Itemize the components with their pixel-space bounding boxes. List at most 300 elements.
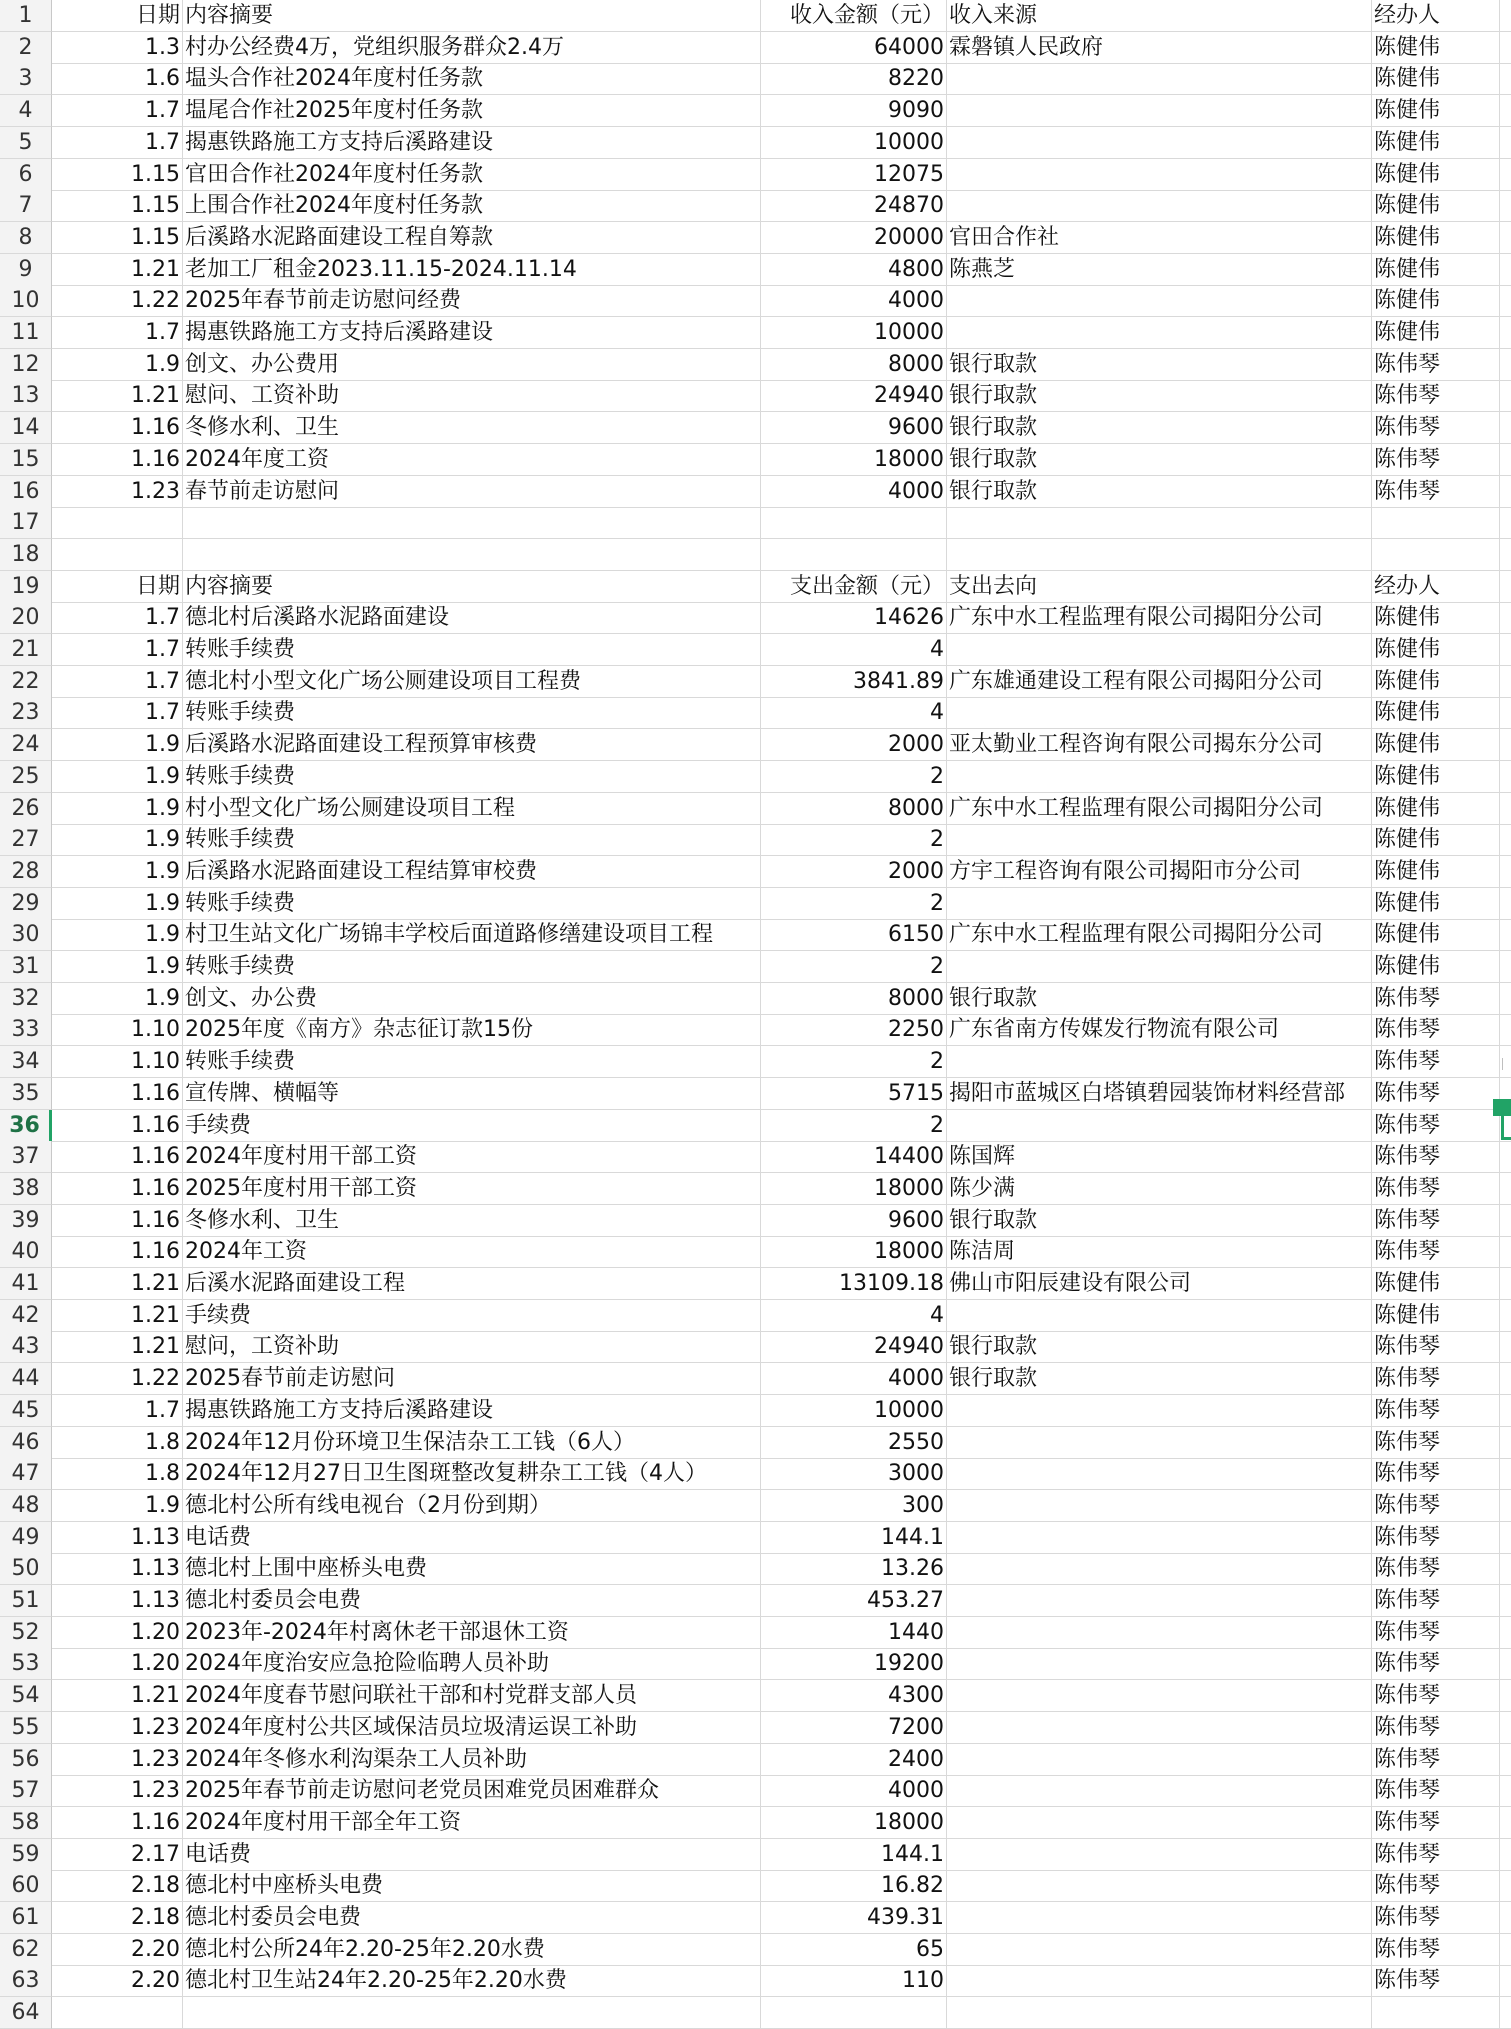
handler-cell[interactable]: 陈伟琴 [1372, 1648, 1500, 1680]
handler-cell[interactable]: 陈伟琴 [1372, 349, 1500, 381]
description-cell[interactable]: 2024年12月27日卫生图斑整改复耕杂工工钱（4人） [183, 1458, 761, 1490]
amount-cell[interactable]: 18000 [761, 1236, 947, 1268]
handler-cell[interactable]: 陈伟琴 [1372, 444, 1500, 476]
description-cell[interactable]: 德北村中座桥头电费 [183, 1870, 761, 1902]
handler-cell[interactable]: 陈伟琴 [1372, 380, 1500, 412]
party-cell[interactable]: 广东中水工程监理有限公司揭阳分公司 [947, 793, 1372, 825]
description-cell[interactable]: 2025年度《南方》杂志征订款15份 [183, 1014, 761, 1046]
empty-cell[interactable] [1500, 285, 1511, 317]
party-cell[interactable] [947, 285, 1372, 317]
date-cell[interactable]: 日期 [52, 571, 183, 603]
empty-cell[interactable] [1500, 697, 1511, 729]
row-header[interactable]: 32 [0, 983, 52, 1015]
party-cell[interactable] [947, 1680, 1372, 1712]
row-header[interactable]: 61 [0, 1902, 52, 1934]
handler-cell[interactable]: 陈健伟 [1372, 856, 1500, 888]
date-cell[interactable]: 1.7 [52, 317, 183, 349]
handler-cell[interactable]: 陈伟琴 [1372, 1141, 1500, 1173]
description-cell[interactable]: 转账手续费 [183, 697, 761, 729]
party-cell[interactable] [947, 127, 1372, 159]
description-cell[interactable]: 2024年冬修水利沟渠杂工人员补助 [183, 1744, 761, 1776]
empty-cell[interactable] [1500, 856, 1511, 888]
empty-cell[interactable] [1500, 634, 1511, 666]
amount-cell[interactable]: 18000 [761, 444, 947, 476]
amount-cell[interactable]: 2 [761, 1110, 947, 1142]
date-cell[interactable]: 1.9 [52, 951, 183, 983]
description-cell[interactable]: 2024年度工资 [183, 444, 761, 476]
empty-cell[interactable] [1500, 1680, 1511, 1712]
row-header[interactable]: 17 [0, 507, 52, 539]
party-cell[interactable] [947, 317, 1372, 349]
empty-cell[interactable] [1500, 951, 1511, 983]
row-header[interactable]: 19 [0, 571, 52, 603]
handler-cell[interactable]: 陈伟琴 [1372, 1205, 1500, 1237]
description-cell[interactable]: 揭惠铁路施工方支持后溪路建设 [183, 317, 761, 349]
description-cell[interactable]: 2025年度村用干部工资 [183, 1173, 761, 1205]
party-cell[interactable]: 银行取款 [947, 1331, 1372, 1363]
row-header[interactable]: 49 [0, 1522, 52, 1554]
row-header[interactable]: 51 [0, 1585, 52, 1617]
amount-cell[interactable]: 4000 [761, 1775, 947, 1807]
handler-cell[interactable]: 陈伟琴 [1372, 1458, 1500, 1490]
row-header[interactable]: 13 [0, 380, 52, 412]
amount-cell[interactable]: 4300 [761, 1680, 947, 1712]
party-cell[interactable] [947, 1648, 1372, 1680]
handler-cell[interactable]: 陈伟琴 [1372, 1078, 1500, 1110]
row-header[interactable]: 46 [0, 1427, 52, 1459]
party-cell[interactable] [947, 1807, 1372, 1839]
amount-cell[interactable]: 14400 [761, 1141, 947, 1173]
description-cell[interactable]: 2024年度春节慰问联社干部和村党群支部人员 [183, 1680, 761, 1712]
description-cell[interactable]: 德北村卫生站24年2.20-25年2.20水费 [183, 1965, 761, 1997]
amount-cell[interactable]: 4000 [761, 1363, 947, 1395]
party-cell[interactable]: 收入来源 [947, 0, 1372, 32]
empty-cell[interactable] [1500, 983, 1511, 1015]
handler-cell[interactable]: 陈伟琴 [1372, 1870, 1500, 1902]
handler-cell[interactable]: 陈伟琴 [1372, 1014, 1500, 1046]
empty-cell[interactable] [1500, 190, 1511, 222]
party-cell[interactable] [947, 159, 1372, 191]
amount-cell[interactable]: 3000 [761, 1458, 947, 1490]
handler-cell[interactable]: 陈健伟 [1372, 190, 1500, 222]
amount-cell[interactable]: 9600 [761, 1205, 947, 1237]
description-cell[interactable]: 2024年度村用干部全年工资 [183, 1807, 761, 1839]
party-cell[interactable]: 陈洁周 [947, 1236, 1372, 1268]
amount-cell[interactable]: 4000 [761, 285, 947, 317]
handler-cell[interactable]: 陈健伟 [1372, 824, 1500, 856]
description-cell[interactable]: 德北村委员会电费 [183, 1902, 761, 1934]
row-header[interactable]: 14 [0, 412, 52, 444]
handler-cell[interactable]: 陈健伟 [1372, 1300, 1500, 1332]
amount-cell[interactable]: 8000 [761, 983, 947, 1015]
amount-cell[interactable]: 19200 [761, 1648, 947, 1680]
party-cell[interactable] [947, 507, 1372, 539]
row-header[interactable]: 26 [0, 793, 52, 825]
date-cell[interactable]: 1.9 [52, 729, 183, 761]
empty-cell[interactable] [1500, 602, 1511, 634]
description-cell[interactable]: 转账手续费 [183, 824, 761, 856]
handler-cell[interactable]: 陈伟琴 [1372, 412, 1500, 444]
date-cell[interactable]: 1.21 [52, 1331, 183, 1363]
handler-cell[interactable]: 陈伟琴 [1372, 1553, 1500, 1585]
party-cell[interactable]: 陈国辉 [947, 1141, 1372, 1173]
handler-cell[interactable]: 陈伟琴 [1372, 1173, 1500, 1205]
description-cell[interactable]: 德北村后溪路水泥路面建设 [183, 602, 761, 634]
description-cell[interactable]: 转账手续费 [183, 888, 761, 920]
handler-cell[interactable]: 陈伟琴 [1372, 1965, 1500, 1997]
party-cell[interactable] [947, 1934, 1372, 1966]
date-cell[interactable]: 1.9 [52, 856, 183, 888]
amount-cell[interactable]: 439.31 [761, 1902, 947, 1934]
party-cell[interactable] [947, 761, 1372, 793]
amount-cell[interactable]: 14626 [761, 602, 947, 634]
empty-cell[interactable] [1500, 159, 1511, 191]
handler-cell[interactable]: 陈伟琴 [1372, 1363, 1500, 1395]
description-cell[interactable]: 手续费 [183, 1300, 761, 1332]
description-cell[interactable]: 2024年工资 [183, 1236, 761, 1268]
description-cell[interactable]: 内容摘要 [183, 571, 761, 603]
selection-fill-handle[interactable] [1493, 1099, 1511, 1116]
empty-cell[interactable] [1500, 729, 1511, 761]
date-cell[interactable]: 1.23 [52, 476, 183, 508]
handler-cell[interactable]: 陈健伟 [1372, 761, 1500, 793]
date-cell[interactable]: 1.7 [52, 634, 183, 666]
row-header[interactable]: 23 [0, 697, 52, 729]
empty-cell[interactable] [1500, 666, 1511, 698]
amount-cell[interactable]: 2400 [761, 1744, 947, 1776]
amount-cell[interactable]: 24870 [761, 190, 947, 222]
amount-cell[interactable]: 2250 [761, 1014, 947, 1046]
amount-cell[interactable]: 16.82 [761, 1870, 947, 1902]
description-cell[interactable]: 德北村公所有线电视台（2月份到期） [183, 1490, 761, 1522]
empty-cell[interactable] [1500, 1839, 1511, 1871]
handler-cell[interactable]: 陈伟琴 [1372, 1934, 1500, 1966]
row-header[interactable]: 34 [0, 1046, 52, 1078]
handler-cell[interactable]: 陈健伟 [1372, 634, 1500, 666]
handler-cell[interactable]: 陈伟琴 [1372, 1522, 1500, 1554]
date-cell[interactable]: 1.21 [52, 380, 183, 412]
amount-cell[interactable]: 2 [761, 761, 947, 793]
empty-cell[interactable] [1500, 1934, 1511, 1966]
party-cell[interactable] [947, 190, 1372, 222]
row-header[interactable]: 43 [0, 1331, 52, 1363]
party-cell[interactable] [947, 1585, 1372, 1617]
amount-cell[interactable]: 2550 [761, 1427, 947, 1459]
amount-cell[interactable] [761, 507, 947, 539]
description-cell[interactable]: 创文、办公费用 [183, 349, 761, 381]
party-cell[interactable]: 银行取款 [947, 412, 1372, 444]
handler-cell[interactable]: 陈健伟 [1372, 602, 1500, 634]
party-cell[interactable] [947, 1427, 1372, 1459]
amount-cell[interactable]: 64000 [761, 32, 947, 64]
row-header[interactable]: 52 [0, 1617, 52, 1649]
handler-cell[interactable]: 陈伟琴 [1372, 1236, 1500, 1268]
party-cell[interactable] [947, 888, 1372, 920]
handler-cell[interactable]: 陈伟琴 [1372, 1490, 1500, 1522]
row-header[interactable]: 3 [0, 63, 52, 95]
date-cell[interactable]: 1.16 [52, 1078, 183, 1110]
description-cell[interactable]: 2025春节前走访慰问 [183, 1363, 761, 1395]
party-cell[interactable] [947, 1300, 1372, 1332]
row-header[interactable]: 28 [0, 856, 52, 888]
date-cell[interactable]: 1.23 [52, 1712, 183, 1744]
date-cell[interactable]: 1.21 [52, 1680, 183, 1712]
amount-cell[interactable]: 5715 [761, 1078, 947, 1110]
amount-cell[interactable] [761, 539, 947, 571]
party-cell[interactable]: 霖磐镇人民政府 [947, 32, 1372, 64]
row-header[interactable]: 38 [0, 1173, 52, 1205]
party-cell[interactable]: 方宇工程咨询有限公司揭阳市分公司 [947, 856, 1372, 888]
amount-cell[interactable]: 20000 [761, 222, 947, 254]
handler-cell[interactable]: 陈伟琴 [1372, 1110, 1500, 1142]
amount-cell[interactable]: 144.1 [761, 1522, 947, 1554]
party-cell[interactable]: 广东中水工程监理有限公司揭阳分公司 [947, 919, 1372, 951]
empty-cell[interactable] [1500, 1648, 1511, 1680]
description-cell[interactable]: 2025年春节前走访慰问老党员困难党员困难群众 [183, 1775, 761, 1807]
party-cell[interactable]: 揭阳市蓝城区白塔镇碧园装饰材料经营部 [947, 1078, 1372, 1110]
row-header[interactable]: 57 [0, 1775, 52, 1807]
row-header[interactable]: 50 [0, 1553, 52, 1585]
row-header[interactable]: 35 [0, 1078, 52, 1110]
description-cell[interactable]: 2025年春节前走访慰问经费 [183, 285, 761, 317]
handler-cell[interactable]: 陈伟琴 [1372, 1807, 1500, 1839]
empty-cell[interactable] [1500, 761, 1511, 793]
date-cell[interactable]: 1.7 [52, 697, 183, 729]
handler-cell[interactable]: 陈健伟 [1372, 888, 1500, 920]
empty-cell[interactable] [1500, 1553, 1511, 1585]
row-header[interactable]: 7 [0, 190, 52, 222]
row-header[interactable]: 12 [0, 349, 52, 381]
handler-cell[interactable]: 陈健伟 [1372, 95, 1500, 127]
description-cell[interactable]: 转账手续费 [183, 634, 761, 666]
date-cell[interactable]: 1.16 [52, 412, 183, 444]
row-header[interactable]: 20 [0, 602, 52, 634]
empty-cell[interactable] [1500, 1395, 1511, 1427]
empty-cell[interactable] [1500, 571, 1511, 603]
empty-cell[interactable] [1500, 1807, 1511, 1839]
empty-cell[interactable] [1500, 1268, 1511, 1300]
party-cell[interactable]: 银行取款 [947, 476, 1372, 508]
description-cell[interactable]: 2024年度村公共区域保洁员垃圾清运误工补助 [183, 1712, 761, 1744]
handler-cell[interactable]: 陈伟琴 [1372, 1775, 1500, 1807]
row-header[interactable]: 24 [0, 729, 52, 761]
amount-cell[interactable]: 18000 [761, 1807, 947, 1839]
description-cell[interactable]: 转账手续费 [183, 1046, 761, 1078]
party-cell[interactable] [947, 1744, 1372, 1776]
amount-cell[interactable]: 4000 [761, 476, 947, 508]
row-header[interactable]: 8 [0, 222, 52, 254]
empty-cell[interactable] [1500, 1712, 1511, 1744]
empty-cell[interactable] [1500, 1236, 1511, 1268]
empty-cell[interactable] [1500, 824, 1511, 856]
empty-cell[interactable] [1500, 222, 1511, 254]
empty-cell[interactable] [1500, 1141, 1511, 1173]
handler-cell[interactable]: 陈健伟 [1372, 729, 1500, 761]
date-cell[interactable] [52, 507, 183, 539]
empty-cell[interactable] [1500, 1427, 1511, 1459]
row-header[interactable]: 60 [0, 1870, 52, 1902]
handler-cell[interactable]: 陈伟琴 [1372, 1427, 1500, 1459]
amount-cell[interactable]: 4 [761, 697, 947, 729]
empty-cell[interactable] [1500, 444, 1511, 476]
empty-cell[interactable] [1500, 63, 1511, 95]
amount-cell[interactable]: 4 [761, 634, 947, 666]
party-cell[interactable]: 广东中水工程监理有限公司揭阳分公司 [947, 602, 1372, 634]
empty-cell[interactable] [1500, 1617, 1511, 1649]
empty-cell[interactable] [1500, 1205, 1511, 1237]
amount-cell[interactable]: 65 [761, 1934, 947, 1966]
row-header[interactable]: 30 [0, 919, 52, 951]
handler-cell[interactable]: 陈健伟 [1372, 159, 1500, 191]
date-cell[interactable]: 1.22 [52, 1363, 183, 1395]
row-header[interactable]: 6 [0, 159, 52, 191]
party-cell[interactable] [947, 951, 1372, 983]
empty-cell[interactable] [1500, 1363, 1511, 1395]
description-cell[interactable]: 2023年-2024年村离休老干部退休工资 [183, 1617, 761, 1649]
description-cell[interactable]: 村办公经费4万，党组织服务群众2.4万 [183, 32, 761, 64]
date-cell[interactable]: 1.21 [52, 1268, 183, 1300]
row-header[interactable]: 53 [0, 1648, 52, 1680]
description-cell[interactable]: 冬修水利、卫生 [183, 412, 761, 444]
empty-cell[interactable] [1500, 127, 1511, 159]
party-cell[interactable] [947, 1870, 1372, 1902]
date-cell[interactable]: 2.18 [52, 1902, 183, 1934]
description-cell[interactable]: 德北村上围中座桥头电费 [183, 1553, 761, 1585]
date-cell[interactable]: 1.16 [52, 1236, 183, 1268]
empty-cell[interactable] [1500, 32, 1511, 64]
date-cell[interactable]: 1.20 [52, 1617, 183, 1649]
row-header[interactable]: 59 [0, 1839, 52, 1871]
description-cell[interactable]: 村卫生站文化广场锦丰学校后面道路修缮建设项目工程 [183, 919, 761, 951]
handler-cell[interactable]: 陈健伟 [1372, 919, 1500, 951]
date-cell[interactable]: 1.7 [52, 602, 183, 634]
description-cell[interactable]: 老加工厂租金2023.11.15-2024.11.14 [183, 254, 761, 286]
amount-cell[interactable]: 4800 [761, 254, 947, 286]
date-cell[interactable]: 1.3 [52, 32, 183, 64]
description-cell[interactable]: 电话费 [183, 1522, 761, 1554]
description-cell[interactable]: 后溪路水泥路面建设工程预算审核费 [183, 729, 761, 761]
date-cell[interactable]: 1.23 [52, 1744, 183, 1776]
row-header[interactable]: 11 [0, 317, 52, 349]
row-header[interactable]: 31 [0, 951, 52, 983]
amount-cell[interactable]: 2 [761, 1046, 947, 1078]
description-cell[interactable]: 后溪水泥路面建设工程 [183, 1268, 761, 1300]
description-cell[interactable]: 转账手续费 [183, 761, 761, 793]
amount-cell[interactable]: 144.1 [761, 1839, 947, 1871]
amount-cell[interactable]: 12075 [761, 159, 947, 191]
handler-cell[interactable]: 经办人 [1372, 0, 1500, 32]
date-cell[interactable]: 1.22 [52, 285, 183, 317]
party-cell[interactable] [947, 1110, 1372, 1142]
date-cell[interactable]: 1.8 [52, 1458, 183, 1490]
date-cell[interactable]: 1.13 [52, 1522, 183, 1554]
description-cell[interactable]: 后溪路水泥路面建设工程自筹款 [183, 222, 761, 254]
row-header[interactable]: 45 [0, 1395, 52, 1427]
party-cell[interactable]: 官田合作社 [947, 222, 1372, 254]
date-cell[interactable]: 1.7 [52, 127, 183, 159]
party-cell[interactable] [947, 1458, 1372, 1490]
party-cell[interactable] [947, 634, 1372, 666]
row-header[interactable]: 55 [0, 1712, 52, 1744]
amount-cell[interactable]: 10000 [761, 127, 947, 159]
empty-cell[interactable] [1500, 1585, 1511, 1617]
empty-cell[interactable] [1500, 507, 1511, 539]
handler-cell[interactable]: 陈伟琴 [1372, 1680, 1500, 1712]
date-cell[interactable]: 1.9 [52, 349, 183, 381]
handler-cell[interactable] [1372, 507, 1500, 539]
handler-cell[interactable]: 陈伟琴 [1372, 983, 1500, 1015]
date-cell[interactable] [52, 1997, 183, 2029]
date-cell[interactable]: 1.23 [52, 1775, 183, 1807]
date-cell[interactable]: 1.8 [52, 1427, 183, 1459]
date-cell[interactable]: 2.17 [52, 1839, 183, 1871]
description-cell[interactable]: 转账手续费 [183, 951, 761, 983]
empty-cell[interactable] [1500, 254, 1511, 286]
date-cell[interactable]: 2.18 [52, 1870, 183, 1902]
date-cell[interactable]: 1.9 [52, 761, 183, 793]
party-cell[interactable] [947, 539, 1372, 571]
handler-cell[interactable]: 陈伟琴 [1372, 1839, 1500, 1871]
handler-cell[interactable]: 陈健伟 [1372, 63, 1500, 95]
empty-cell[interactable] [1500, 793, 1511, 825]
description-cell[interactable]: 2024年度治安应急抢险临聘人员补助 [183, 1648, 761, 1680]
amount-cell[interactable]: 10000 [761, 1395, 947, 1427]
row-header[interactable]: 37 [0, 1141, 52, 1173]
row-header[interactable]: 39 [0, 1205, 52, 1237]
empty-cell[interactable] [1500, 1744, 1511, 1776]
row-header[interactable]: 1 [0, 0, 52, 32]
row-header[interactable]: 54 [0, 1680, 52, 1712]
empty-cell[interactable] [1500, 1775, 1511, 1807]
party-cell[interactable]: 银行取款 [947, 983, 1372, 1015]
row-header[interactable]: 18 [0, 539, 52, 571]
row-header[interactable]: 58 [0, 1807, 52, 1839]
amount-cell[interactable]: 7200 [761, 1712, 947, 1744]
handler-cell[interactable]: 陈伟琴 [1372, 1902, 1500, 1934]
amount-cell[interactable]: 2000 [761, 729, 947, 761]
amount-cell[interactable]: 3841.89 [761, 666, 947, 698]
party-cell[interactable]: 银行取款 [947, 380, 1372, 412]
date-cell[interactable]: 1.9 [52, 983, 183, 1015]
party-cell[interactable]: 支出去向 [947, 571, 1372, 603]
handler-cell[interactable]: 陈健伟 [1372, 793, 1500, 825]
date-cell[interactable]: 1.9 [52, 919, 183, 951]
row-header[interactable]: 27 [0, 824, 52, 856]
description-cell[interactable]: 手续费 [183, 1110, 761, 1142]
amount-cell[interactable]: 110 [761, 1965, 947, 1997]
handler-cell[interactable]: 陈伟琴 [1372, 1712, 1500, 1744]
row-header[interactable]: 42 [0, 1300, 52, 1332]
description-cell[interactable]: 村小型文化广场公厕建设项目工程 [183, 793, 761, 825]
handler-cell[interactable]: 陈健伟 [1372, 317, 1500, 349]
row-header[interactable]: 21 [0, 634, 52, 666]
description-cell[interactable]: 宣传牌、横幅等 [183, 1078, 761, 1110]
amount-cell[interactable]: 8000 [761, 793, 947, 825]
party-cell[interactable] [947, 1617, 1372, 1649]
amount-cell[interactable]: 2 [761, 888, 947, 920]
handler-cell[interactable]: 陈伟琴 [1372, 1585, 1500, 1617]
party-cell[interactable] [947, 1522, 1372, 1554]
handler-cell[interactable]: 陈伟琴 [1372, 1617, 1500, 1649]
handler-cell[interactable]: 陈伟琴 [1372, 1046, 1500, 1078]
handler-cell[interactable]: 陈健伟 [1372, 1268, 1500, 1300]
date-cell[interactable]: 1.7 [52, 1395, 183, 1427]
empty-cell[interactable] [1500, 95, 1511, 127]
amount-cell[interactable]: 2 [761, 824, 947, 856]
party-cell[interactable] [947, 1395, 1372, 1427]
date-cell[interactable]: 1.9 [52, 1490, 183, 1522]
date-cell[interactable]: 1.15 [52, 190, 183, 222]
